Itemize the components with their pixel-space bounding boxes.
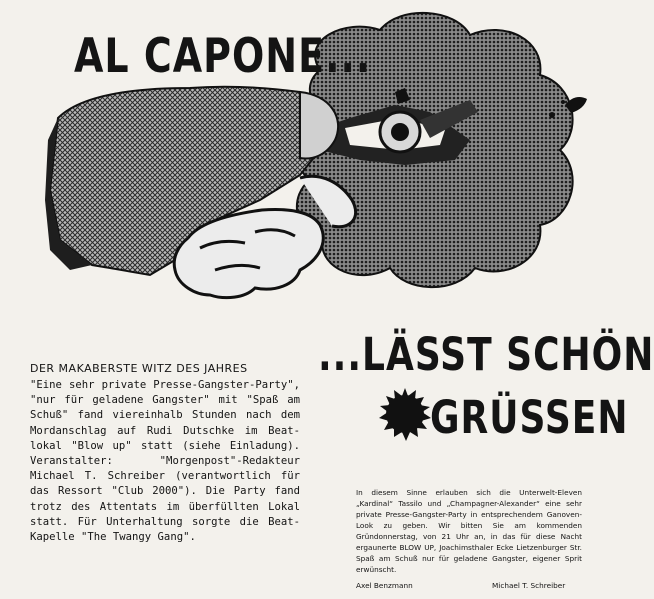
signature-right: Michael T. Schreiber xyxy=(492,581,566,590)
signature-left: Axel Benzmann xyxy=(356,581,413,590)
invitation-text: In diesem Sinne erlauben sich die Unterwelt-Eleven „Kardinal“ Tassilo und „Champagner-Alexander“ eine sehr private Presse-Gangster-Party in entsprechendem Ganoven-Look zu geben. Wir bitten Sie am kommenden Gründonnerstag, von 21 Uhr an, in das für diese Nacht ergaunerte BLOW UP, Joachimsthaler Ecke Lietzenburger Str. Spaß am Schuß nur für geladene Gangster, eigener Sprit erwünscht. xyxy=(356,488,582,574)
headline-bottom-line1: ...LÄSST SCHÖN xyxy=(318,330,654,382)
article-body: "Eine sehr private Presse-Gangster-Party", "nur für geladene Gangster" mit "Spaß am Schuß" fand viereinhalb Stunden nach dem Mordanschlag auf Rudi Dutschke im Beat-lokal "Blow up" statt (siehe Einladung). Veranstalter: "Morgenpost"-Redakteur Michael T. Schreiber (verantwortlich für das Ressort "Club 2000"). Die Party fand trotz des Attentats im überfüllten Lokal statt. Für Unterhaltung sorgte die Beat-Kapelle "The Twangy Gang". xyxy=(30,379,300,544)
bullet-hole-splat-icon xyxy=(379,388,431,441)
headline-top: AL CAPONE... xyxy=(74,28,372,83)
article-kicker: DER MAKABERSTE WITZ DES JAHRES xyxy=(30,362,248,375)
headline-bottom-line2: GRÜSSEN xyxy=(430,393,629,445)
